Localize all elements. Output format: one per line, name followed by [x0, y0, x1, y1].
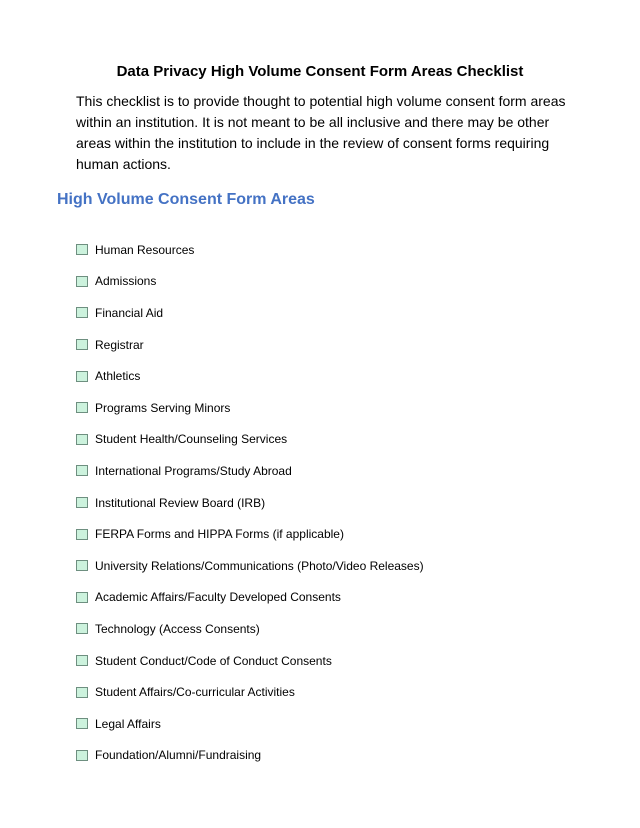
checkbox-icon[interactable]: [76, 402, 88, 413]
checklist-item: [76, 487, 424, 519]
checklist-item: [76, 234, 424, 266]
checklist-item: [76, 392, 424, 424]
checklist-item: [76, 645, 424, 677]
checklist-item: [76, 740, 424, 772]
checklist-item-label: Academic Affairs/Faculty Developed Consents: [95, 590, 341, 605]
document-title: Data Privacy High Volume Consent Form Areas Checklist: [116, 63, 524, 80]
checkbox-icon[interactable]: [76, 623, 88, 634]
checklist-item-label: Admissions: [95, 274, 157, 289]
checkbox-icon[interactable]: [76, 276, 88, 287]
checklist-item-label: Foundation/Alumni/Fundraising: [95, 748, 262, 763]
checklist-item-label: Legal Affairs: [95, 716, 161, 731]
checklist-item-label: Human Resources: [95, 242, 195, 257]
section-heading: High Volume Consent Form Areas: [57, 191, 315, 208]
checklist-item-label: Technology (Access Consents): [95, 621, 260, 636]
checkbox-icon[interactable]: [76, 750, 88, 761]
checkbox-icon[interactable]: [76, 687, 88, 698]
checkbox-icon[interactable]: [76, 529, 88, 540]
checklist-item-label: FERPA Forms and HIPPA Forms (if applicable): [95, 527, 344, 542]
checkbox-icon[interactable]: [76, 592, 88, 603]
checkbox-icon[interactable]: [76, 371, 88, 382]
checklist-item: [76, 360, 424, 392]
checklist-item-label: International Programs/Study Abroad: [95, 463, 292, 478]
checkbox-icon[interactable]: [76, 465, 88, 476]
checklist-item: [76, 297, 424, 329]
checkbox-icon[interactable]: [76, 655, 88, 666]
checklist-item-label: Financial Aid: [95, 305, 164, 320]
checklist-item-label: Institutional Review Board (IRB): [95, 495, 266, 510]
checklist-item: [76, 329, 424, 361]
checklist-item: [76, 708, 424, 740]
checklist-item: [76, 676, 424, 708]
checklist-item-label: Registrar: [95, 337, 144, 352]
checklist-item: [76, 424, 424, 456]
checkbox-icon[interactable]: [76, 560, 88, 571]
checkbox-icon[interactable]: [76, 718, 88, 729]
checklist-item: [76, 266, 424, 298]
checklist-item-label: University Relations/Communications (Photo/Video Releases): [95, 558, 424, 573]
checklist-item: [76, 582, 424, 614]
checkbox-icon[interactable]: [76, 497, 88, 508]
checklist-item: [76, 518, 424, 550]
intro-paragraph: This checklist is to provide thought to potential high volume consent form areas within an institution. It is not meant to be all inclusive and there may be other areas within the institution to include in the review of consent forms requiring human actions.: [76, 93, 566, 172]
checklist-item-label: Student Conduct/Code of Conduct Consents: [95, 653, 332, 668]
checklist-item-label: Student Health/Counseling Services: [95, 432, 288, 447]
checkbox-icon[interactable]: [76, 244, 88, 255]
checkbox-icon[interactable]: [76, 307, 88, 318]
checklist-item: [76, 613, 424, 645]
checklist-item-label: Programs Serving Minors: [95, 400, 231, 415]
checklist-item: [76, 550, 424, 582]
checkbox-icon[interactable]: [76, 339, 88, 350]
checklist-item-label: Student Affairs/Co-curricular Activities: [95, 685, 295, 700]
checklist: [76, 234, 424, 771]
checklist-item: [76, 455, 424, 487]
checklist-item-label: Athletics: [95, 369, 141, 384]
checkbox-icon[interactable]: [76, 434, 88, 445]
